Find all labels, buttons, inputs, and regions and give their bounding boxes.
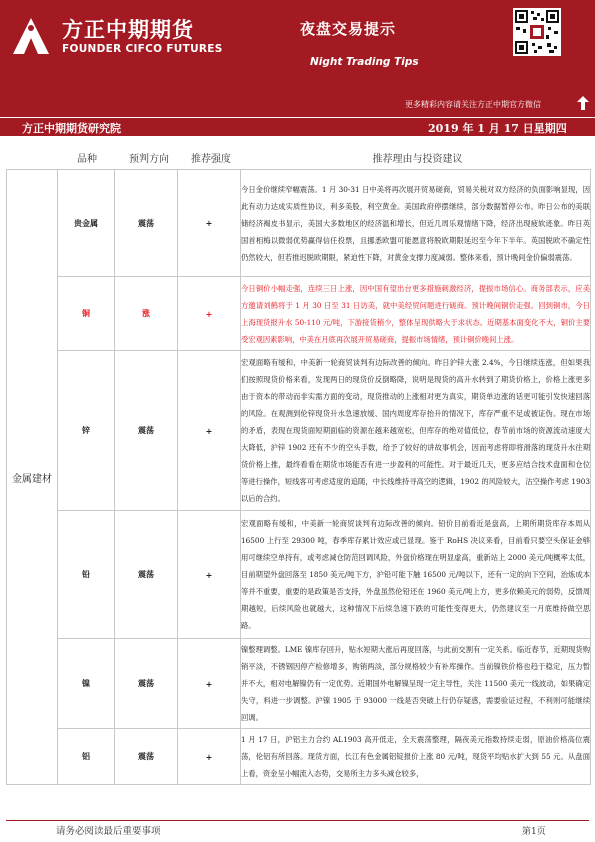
reason-text: 1 月 17 日，沪铝主力合约 AL1903 高开低走，全天震荡整理，隔夜美元指数持续走弱，原油价格高位震荡，伦铝有所回落。现货方面，长江有色金属铝锭报价上涨 80 元/吨，现货平均贴水扩大到 55 元。从盘面上看，资金呈小幅流入态势，交易所主力多头减仓较多， <box>241 729 591 785</box>
brand-name-cn: 方正中期期货 <box>62 18 194 42</box>
reason-text: 宏观面略有缓和，中美新一轮商贸谈判有边际改善的倾向。铅价目前看近是盘高，上期所期货库存本周从 16500 上行至 29300 吨，春季库存累计效应或已显现。鉴于 RoHS 决议来看，目前看只要空头保证金够用可继续空单持有，或考虑减仓防范回调风险，外盘价格现在明显虚高，重新站上 2000 美元/吨概率太低，目前期望外盘回落至 1850 美元/吨下方，沪铅可能下触 16500 元/吨以下，还有一定的向下空间，治炼成本等并不重要，重要的是政策是否支持，外盘虽然伦铅还在 1960 美元/吨上方，更多依赖美元的弱势，反馈周期越短，后续风险也就越大，这种情况下后续急速下跌的可能性变得更大，仍然建议至一月底维持做空思路。 <box>241 511 591 639</box>
report-date: 2019 年 1 月 17 日星期四 <box>428 122 567 135</box>
column-header-strength: 推荐强度 <box>191 154 231 165</box>
direction-value: 震荡 <box>115 639 178 729</box>
report-subtitle: Night Trading Tips <box>310 56 419 68</box>
founder-logo-icon <box>10 14 52 56</box>
strength-value: + <box>178 351 241 511</box>
column-header-variety: 品种 <box>77 154 97 165</box>
sector-label: 金属建材 <box>7 170 58 785</box>
variety-name: 铝 <box>58 729 115 785</box>
reason-text: 镍整理调整。LME 镍库存回升，贴水短期大涨后再度回落，与此前交割有一定关系。临近春节，近期现货购销平淡，不锈钢因停产检修增多，购销两淡，部分规格较少有补库操作。当前镍铁价格也趋于稳定，压力暂并不大，相对电解镍仍有一定优势。近期国外电解镍呈现一定主导性，关注 11500 美元一线波动，如果确定失守，料进一步调整。沪镍 1905 于 93000 一线是否突破上行仍存疑惑，需要验证过程，不利则可能继续回调。 <box>241 639 591 729</box>
page-number: 第1页 <box>522 827 546 837</box>
table-row <box>7 511 591 639</box>
table-row <box>7 351 591 511</box>
disclaimer-note: 请务必阅读最后重要事项 <box>56 826 161 837</box>
footer-divider <box>6 820 589 821</box>
direction-value: 震荡 <box>115 170 178 277</box>
reason-text: 今日铜价小幅走强，连续三日上涨，因中国有望出台更多措施刺激经济，提振市场信心。商务部表示，应美方邀请刘鹤将于 1 月 30 日至 31 日访美，就中美经贸问题进行磋商。预计晚间铜价走强。回到铜市，今日上海现货报升水 50-110 元/吨，下游接货稍少，整体呈现供略大于求状态。近期基本面变化不大，铜价主要受宏观因素影响，中美在月底再次展开贸易磋商，提振市场情绪，预计铜价晚间上涨。 <box>241 277 591 351</box>
table-row <box>7 170 591 277</box>
direction-value: 涨 <box>115 277 178 351</box>
variety-name: 镍 <box>58 639 115 729</box>
strength-value: + <box>178 277 241 351</box>
direction-value: 震荡 <box>115 351 178 511</box>
strength-value: + <box>178 511 241 639</box>
reason-text: 宏观面略有缓和，中美新一轮商贸谈判有边际改善的倾向。昨日沪锌大涨 2.4%，今日继续连涨，但如果我们按照现货价格来看，发现两日的现货价反倒略降，说明是现货的高升水转到了期货价格上，价格上涨更多由于资本的带动而非实需方面的变动，现货推动的上涨相对更为真实，期货单边涨的话更可能引发快速回落的风险。在观测到伦锌现货升水急速放缓、国内周度库存抬升的情况下，库存严重不足或被证伪。现在市场的矛盾，表现在现货面短期面临的资源在越来越宽松，但库存的绝对值低位，春节前市场的资源流动速度大大降低，沪锌 1902 还有不少的空头手数，给予了较好的讲故事机会，因而考虑将即将滑落的现货升水往期货价格上推，最终看看在期货市场能否有进一步盈利的可能性。对于最近几天，更多应结合技术盘面和仓位等进行操作，短线客可考虑适度的追随，中长线维持寻高空的逻辑，1902 的风险较大，沽空操作考虑 1903 以后的合约。 <box>241 351 591 511</box>
table-row <box>7 277 591 351</box>
arrow-up-icon <box>577 96 589 110</box>
strength-value: + <box>178 170 241 277</box>
institute-name: 方正中期期货研究院 <box>22 122 121 135</box>
strength-value: + <box>178 639 241 729</box>
reason-text: 今日金价继续窄幅震荡。1 月 30-31 日中美将再次展开贸易磋商，贸易关税对双方经济的负面影响显现，因此有动力达成实质性协议，利多美股，利空黄金。美国政府停摆继续，部分数据暂停公布。昨日公布的美联储经济褐皮书显示，美国大多数地区的经济温和增长，但近几周乐观情绪下降，经济出现疲软迹象。昨日英国首相梅以微弱优势赢得信任投票，且挪悉欧盟可能愿意将脱欧期限延迟至今年下半年。英国脱欧不确定性仍然较大，但若推迟脱欧期限，紧迫性下降，对黄金支撑力度减弱。整体来看，预计晚间金价偏弱震荡。 <box>241 170 591 277</box>
direction-value: 震荡 <box>115 511 178 639</box>
table-row <box>7 639 591 729</box>
direction-value: 震荡 <box>115 729 178 785</box>
brand-logo <box>10 14 225 60</box>
table-row <box>7 729 591 785</box>
variety-name: 铅 <box>58 511 115 639</box>
brand-name-en: FOUNDER CIFCO FUTURES <box>62 43 223 55</box>
variety-name: 贵金属 <box>58 170 115 277</box>
recommendation-table <box>6 169 591 785</box>
column-header-reason: 推荐理由与投资建议 <box>372 154 463 165</box>
wechat-qr-code-icon <box>513 8 561 56</box>
column-header-direction: 预判方向 <box>129 154 169 165</box>
strength-value: + <box>178 729 241 785</box>
report-title: 夜盘交易提示 <box>300 20 397 38</box>
variety-name: 锌 <box>58 351 115 511</box>
wechat-follow-note: 更多精彩内容请关注方正中期官方微信 <box>405 100 541 109</box>
variety-name: 铜 <box>58 277 115 351</box>
